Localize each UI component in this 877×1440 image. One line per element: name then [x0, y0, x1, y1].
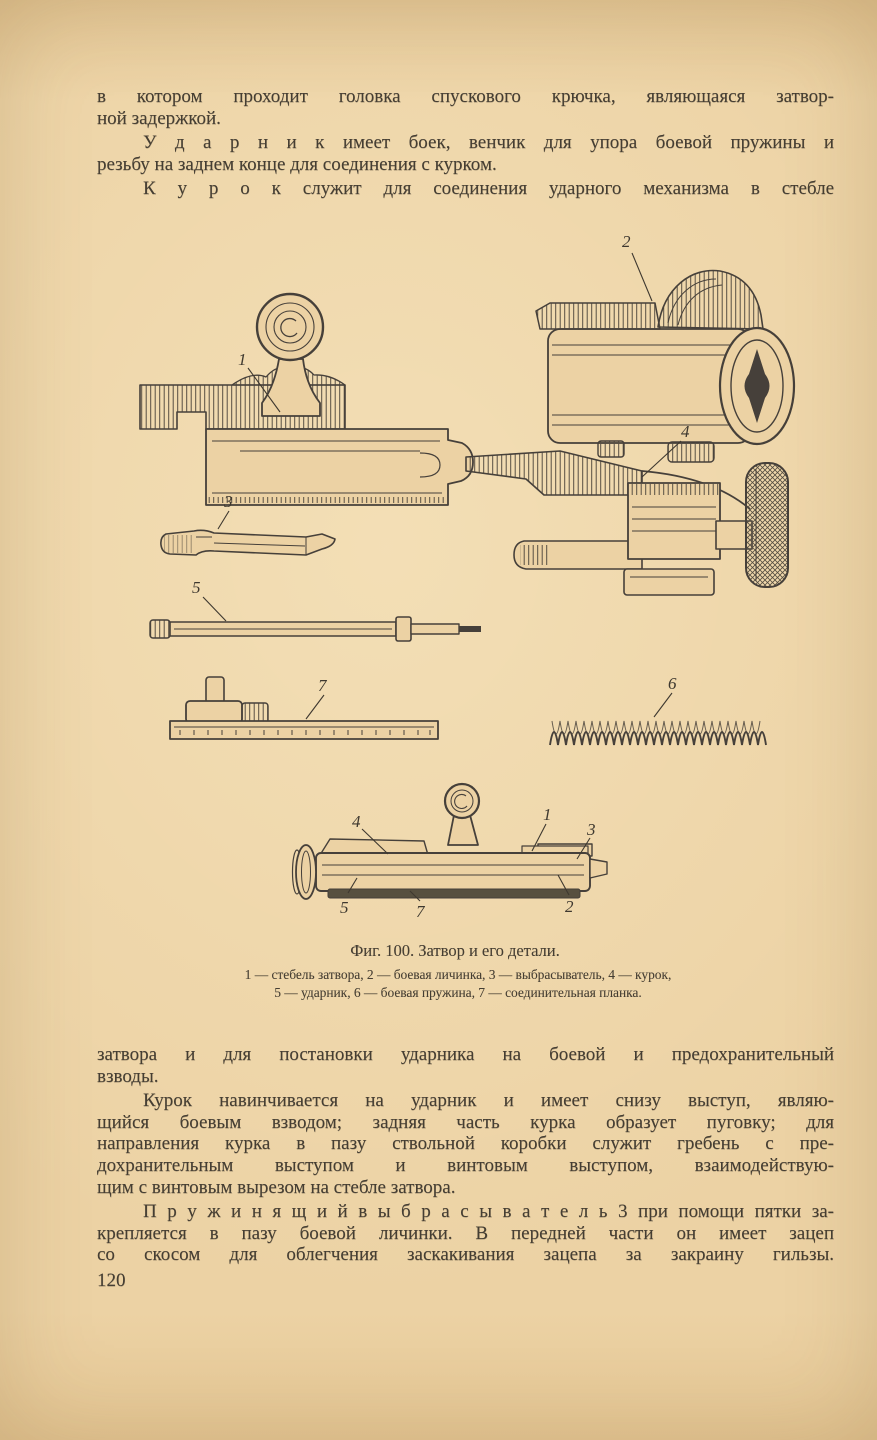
- figure-caption-legend: [118, 966, 798, 1001]
- figure-caption-legend-line: 5 — ударник, 6 — боевая пружина, 7 — соединительная планка.: [274, 984, 642, 1000]
- paragraph-line: щим с винтовым вырезом на стебле затвора.: [97, 1176, 456, 1198]
- assembled-label-3: 3: [587, 820, 596, 839]
- assembled-label-5: 5: [340, 898, 349, 917]
- page-number: 120: [97, 1269, 126, 1291]
- assembled-label-2: 2: [565, 897, 574, 916]
- paragraph-line: резьбу на заднем конце для соединения с курком.: [97, 153, 497, 175]
- part-label-6: 6: [668, 674, 677, 693]
- part-label-1: 1: [238, 350, 247, 369]
- paragraph-line: Курок навинчивается на ударник и имеет снизу выступ, являю-: [143, 1090, 834, 1112]
- figure-assembled-bolt: [293, 784, 608, 921]
- figure-cocking-piece: [466, 422, 788, 595]
- figure-100-drawing: [0, 225, 877, 935]
- paragraph-line: К у р о к служит для соединения ударного механизма в стебле: [143, 178, 834, 200]
- paragraph-line: крепляется в пазу боевой личинки. В передней части он имеет зацеп: [97, 1222, 834, 1244]
- figure-firing-pin: [150, 578, 481, 641]
- bottom-text-block: [97, 1044, 834, 1292]
- paragraph-line: направления курка в пазу ствольной коробки служит гребень с пре-: [97, 1133, 834, 1155]
- paragraph-line: дохранительным выступом и винтовым выступом, взаимодействую-: [97, 1154, 834, 1176]
- assembled-label-7: 7: [416, 902, 425, 921]
- assembled-label-4: 4: [352, 812, 361, 831]
- figure-bolt-head: [536, 232, 794, 462]
- top-text-block: [97, 86, 834, 200]
- paragraph-line: У д а р н и к имеет боек, венчик для упора боевой пружины и: [143, 132, 834, 154]
- part-label-5: 5: [192, 578, 201, 597]
- paragraph-line: ной задержкой.: [97, 107, 221, 129]
- paragraph-line: взводы.: [97, 1065, 159, 1087]
- paragraph-line: затвора и для постановки ударника на боевой и предохранительный: [97, 1044, 834, 1065]
- part-label-3: 3: [224, 492, 233, 511]
- figure-caption-title: Фиг. 100. Затвор и его детали.: [350, 941, 560, 960]
- figure-spring: [550, 674, 766, 745]
- paragraph-line: щийся боевым взводом; задняя часть курка образует пуговку; для: [97, 1111, 834, 1133]
- figure-bolt-stem: [140, 294, 473, 505]
- part-label-7: 7: [318, 676, 327, 695]
- paragraph-line: со скосом для облегчения заскакивания зацепа за закраину гильзы.: [97, 1244, 834, 1266]
- assembled-label-1: 1: [543, 805, 552, 824]
- figure-connecting-bar: [170, 676, 438, 739]
- part-label-4: 4: [681, 422, 690, 441]
- figure-caption-legend-line: 1 — стебель затвора, 2 — боевая личинка, 3 — выбрасыватель, 4 — курок,: [244, 967, 672, 982]
- paragraph-line: в котором проходит головка спускового крючка, являющаяся затвор-: [97, 86, 834, 107]
- part-label-2: 2: [622, 232, 631, 251]
- paragraph-line: П р у ж и н я щ и й в ы б р а с ы в а т е л ь 3 при помощи пятки за-: [143, 1201, 834, 1223]
